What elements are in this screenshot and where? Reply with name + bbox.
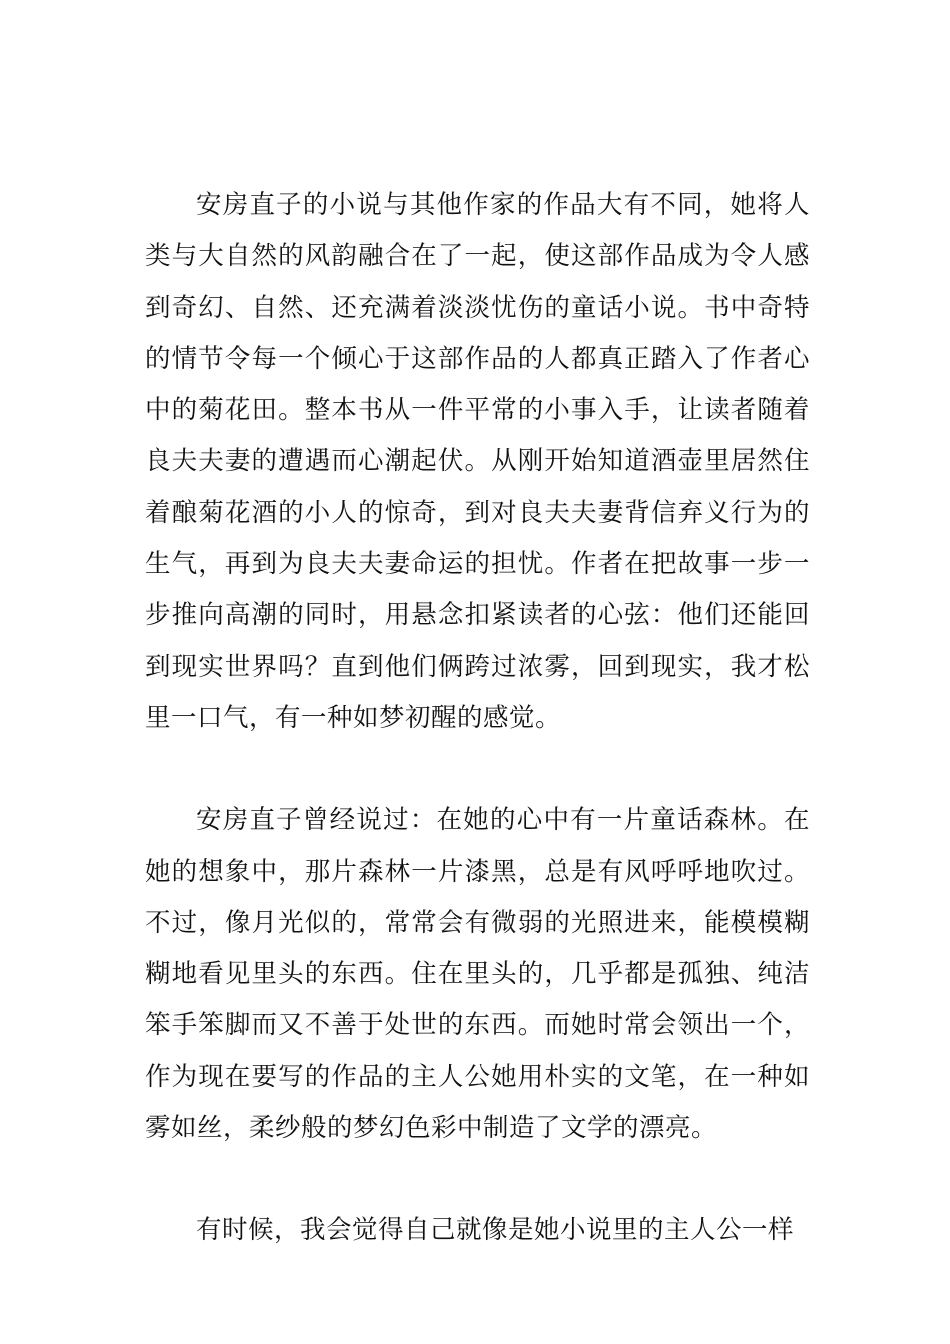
document-page <box>145 180 810 1257</box>
paragraph-gap <box>145 1154 810 1205</box>
paragraph-1: 安房直子的小说与其他作家的作品大有不同，她将人类与大自然的风韵融合在了一起，使这部作品成为令人感到奇幻、自然、还充满着淡淡忧伤的童话小说。书中奇特的情节令每一个倾心于这部作品的人都真正踏入了作者心中的菊花田。整本书从一件平常的小事入手，让读者随着良夫夫妻的遭遇而心潮起伏。从刚开始知道酒壶里居然住着酿菊花酒的小人的惊奇，到对良夫夫妻背信弃义行为的生气，再到为良夫夫妻命运的担忧。作者在把故事一步一步推向高潮的同时，用悬念扣紧读者的心弦：他们还能回到现实世界吗？直到他们俩跨过浓雾，回到现实，我才松里一口气，有一种如梦初醒的感觉。 <box>145 190 810 733</box>
paragraph-3: 有时候，我会觉得自己就像是她小说里的主人公一样 <box>196 1215 795 1246</box>
paragraph-2: 安房直子曾经说过：在她的心中有一片童话森林。在她的想象中，那片森林一片漆黑，总是有风呼呼地吹过。不过，像月光似的，常常会有微弱的光照进来，能模模糊糊地看见里头的东西。住在里头的，几乎都是孤独、纯洁笨手笨脚而又不善于处世的东西。而她时常会领出一个，作为现在要写的作品的主人公她用朴实的文笔，在一种如雾如丝，柔纱般的梦幻色彩中制造了文学的漂亮。 <box>145 805 810 1144</box>
paragraph-gap <box>145 744 810 795</box>
